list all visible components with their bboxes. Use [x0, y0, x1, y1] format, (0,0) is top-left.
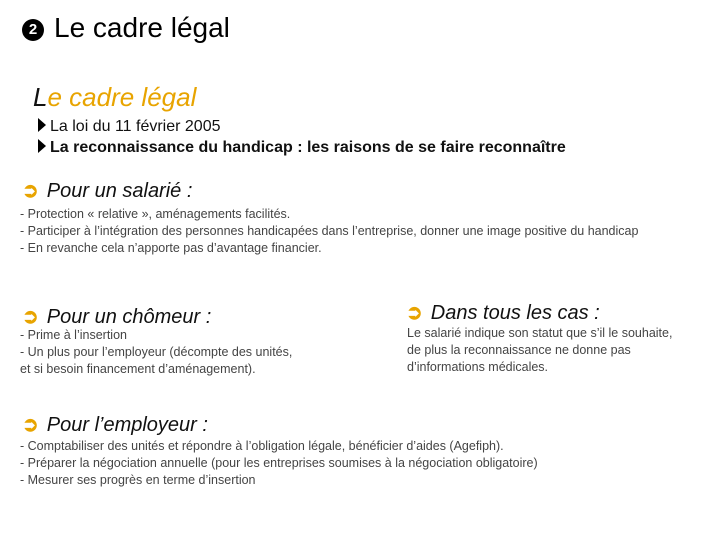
arrow-icon: ➲: [22, 306, 39, 328]
section-heading-chomeur: [22, 304, 211, 329]
body-line: - Mesurer ses progrès en terme d’insertion: [20, 473, 256, 487]
slide-title-text: Le cadre légal: [54, 12, 230, 43]
section-body-tous-cas: [407, 325, 672, 376]
number-badge-icon: 2: [22, 19, 44, 41]
bullet-item: [38, 118, 220, 136]
body-line: - Prime à l’insertion: [20, 328, 127, 342]
section-body-chomeur: [20, 327, 292, 378]
section-body-salarie: [20, 206, 638, 257]
subtitle: [33, 82, 196, 113]
body-line: - Un plus pour l’employeur (décompte des unités,: [20, 345, 293, 359]
bullet-item: [38, 139, 566, 157]
section-heading-text: Pour l’employeur :: [46, 414, 208, 436]
body-line: de plus la reconnaissance ne donne pas: [407, 343, 631, 357]
arrow-icon: ➲: [406, 302, 423, 324]
section-heading-text: Pour un chômeur :: [46, 306, 212, 328]
section-heading-text: Dans tous les cas :: [430, 302, 600, 324]
arrow-icon: ➲: [22, 414, 39, 436]
body-line: et si besoin financement d’aménagement).: [20, 362, 256, 376]
body-line: - En revanche cela n’apporte pas d’avantage financier.: [20, 241, 322, 255]
section-heading-salarie: [22, 178, 192, 203]
triangle-bullet-icon: [38, 118, 46, 132]
subtitle-first-letter: L: [33, 82, 48, 112]
section-heading-tous-cas: [406, 300, 600, 325]
body-line: - Préparer la négociation annuelle (pour les entreprises soumises à la négociation obligatoire): [20, 456, 538, 470]
body-line: - Comptabiliser des unités et répondre à l’obligation légale, bénéficier d’aides (Agefiph).: [20, 439, 504, 453]
body-line: - Protection « relative », aménagements facilités.: [20, 207, 291, 221]
triangle-bullet-icon: [38, 139, 46, 153]
body-line: d’informations médicales.: [407, 360, 549, 374]
body-line: Le salarié indique son statut que s’il le souhaite,: [407, 326, 673, 340]
subtitle-rest: e cadre légal: [47, 82, 197, 112]
section-body-employeur: [20, 438, 538, 489]
bullet-text: La loi du 11 février 2005: [50, 118, 221, 135]
section-heading-text: Pour un salarié :: [46, 180, 193, 202]
arrow-icon: ➲: [22, 180, 39, 202]
section-heading-employeur: [22, 412, 208, 437]
body-line: - Participer à l’intégration des personnes handicapées dans l’entreprise, donner une image positive du handicap: [20, 224, 639, 238]
bullet-text: La reconnaissance du handicap : les raisons de se faire reconnaître: [50, 139, 566, 156]
slide-title: [22, 12, 230, 44]
